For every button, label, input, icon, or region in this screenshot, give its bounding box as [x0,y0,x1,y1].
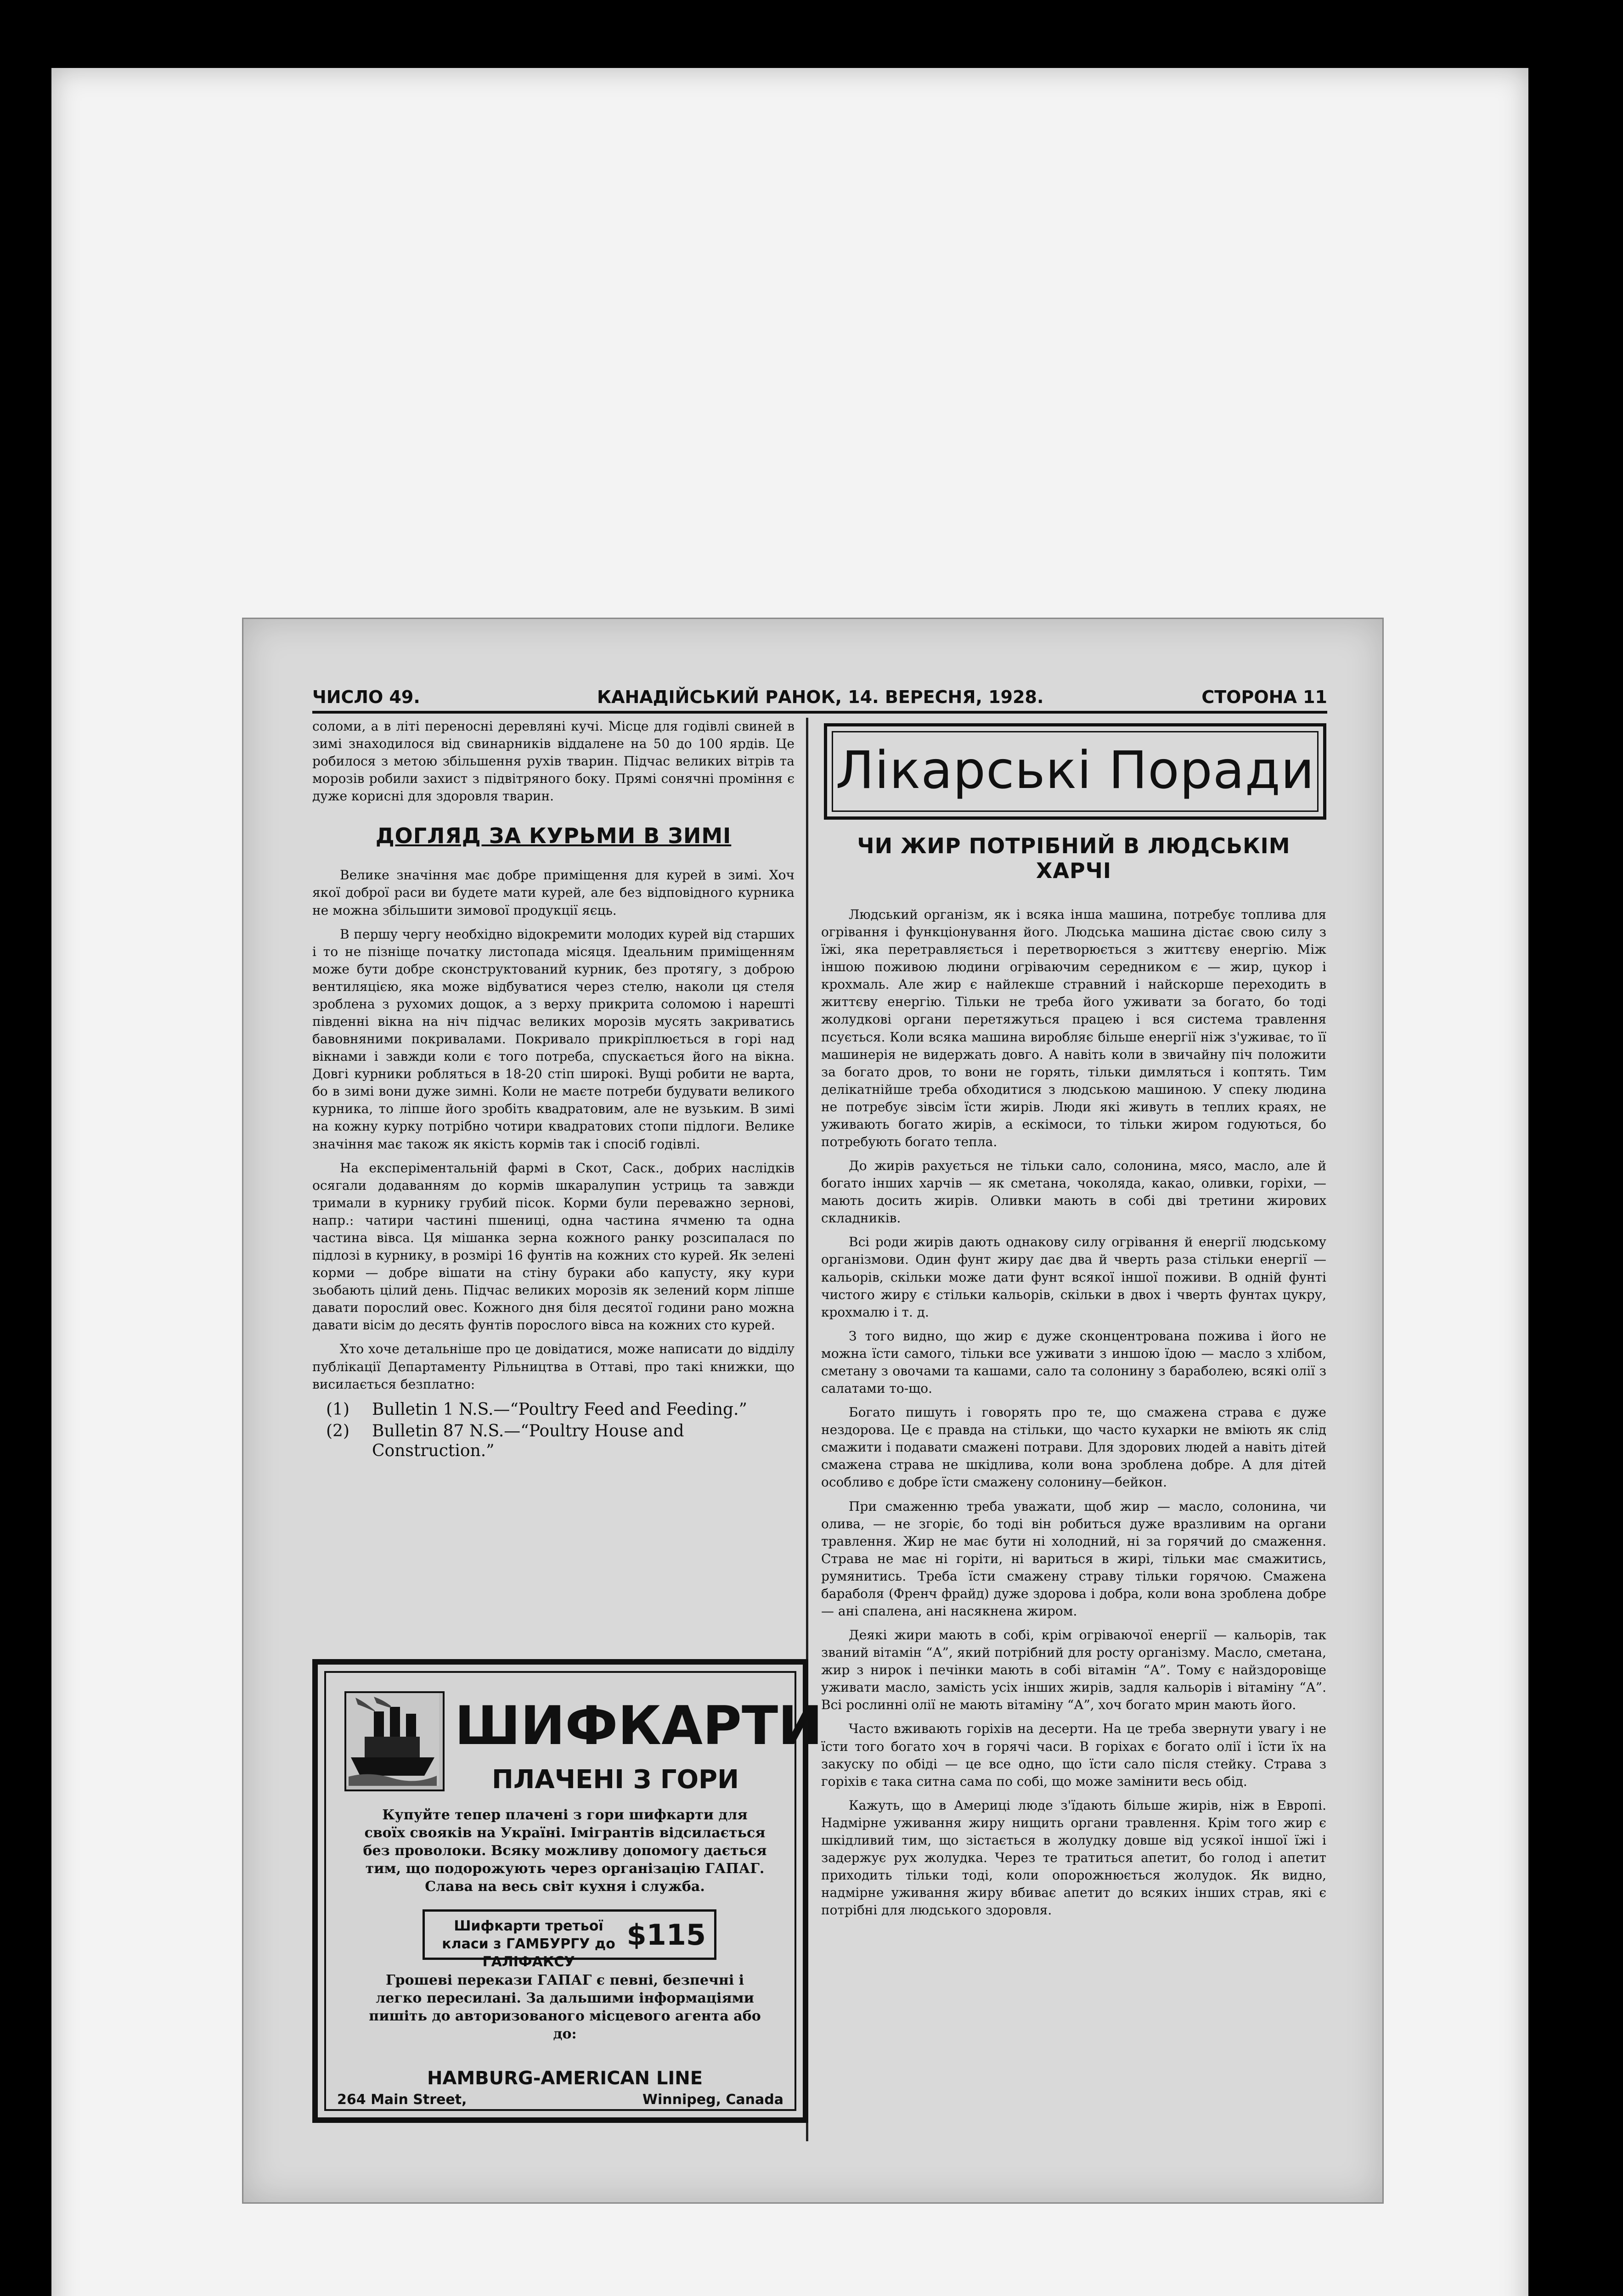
article-paragraph: Деякі жири мають в собі, крім огріваючої енергії — кальорів, так званий вітамін “А”, який потрібний для росту організму. Масло, сметана, жир з нирок і печінки мають в собі вітамін “А”. Тому є найздоровіще уживати масло, замість усіх інших жирів, задля кальорів і вітаміну “А”. Всі рослинні олії не мають вітаміну “А”, хоч богато мрин мають його. [821,1627,1326,1713]
company-city: Winnipeg, Canada [642,2092,783,2108]
ship-icon [346,1693,439,1786]
page-header [312,683,1327,714]
article-paragraph: Хто хоче детальніше про це довідатися, може написати до відділу публікації Департаменту Рільництва в Оттаві, про такі книжки, що висилається безплатно: [312,1341,795,1392]
right-column [821,718,1326,1925]
bulletin-text: Bulletin 87 N.S.—“Poultry House and Construction.” [372,1421,684,1461]
ship-illustration [344,1691,445,1791]
article-paragraph: Всі роди жирів дають однакову силу огрівання й енергії людському організмови. Один фунт жиру дає два й чверть раза стільки енергії — кальорів, скільки може дати фунт всякої іншої поживи. В одній фунті чистого жиру є стільки кальорів, скільки в двох і чверть фунтах цукру, крохмалю і т. д. [821,1234,1326,1320]
company-name: HAMBURG-AMERICAN LINE [427,2068,703,2089]
article-title-fat: ЧИ ЖИР ПОТРІБНИЙ В ЛЮДСЬКІМ ХАРЧІ [857,833,1291,883]
article-title-poultry: ДОГЛЯД ЗА КУРЬМИ В ЗИМІ [375,823,732,849]
bulletin-item [312,1400,795,1419]
newspaper-page [243,619,1382,2202]
ad-body-text: Купуйте тепер плачені з гори шифкарти для своїх свояків на Україні. Імігрантів відсилається без проволоки. Всяку можливу допомогу дається тим, що подорожують через організацію ГАПАГ. Слава на весь світ кухня і служба. [363,1807,767,1895]
bulletin-item [312,1421,795,1461]
article-paragraph: На експеріментальній фармі в Скот, Саск., добрих наслідків осягали додаванням до кормів шкаралупин устриць та завжди тримали в курнику грубий пісок. Корми були переважно зернові, напр.: чатири частині пшениці, одна частина ячменю та одна частина вівса. Ця мішанка зерна кожного ранку розсипалася по підлозі в курнику, в розмірі 16 фунтів на кожних сто курей. Як зелені корми — добре вішати на стіну бураки або капусту, яку кури зьобають цілий день. Підчас великих морозів як зелений корм ліпше давати порослий овес. Кожного дня біля десятої години рано можна давати вісім до десять фунтів порослого вівса на кожних сто курей. [312,1160,795,1333]
ad-inner-border [324,1671,823,2111]
masthead-title: Лікарські Поради [832,731,1319,812]
article-paragraph: Кажуть, що в Америці люде з'їдають більше жирів, ніж в Европі. Надмірне уживання жиру нищить органи травлення. Крім того жир є шкідливий тим, що зістається в жолудку довше від усякої іншої їжі і задержує рух жолудка. Через те тратиться апетит, бо голод і апетит приходить тільки тоді, коли опорожнюється жолудок. Як видно, надмірне уживання жиру вбиває апетит до всяких інших страв, які є потрібні для людського здоровля. [821,1797,1326,1918]
ticket-price: $115 [626,1918,706,1952]
article-paragraph: Людський організм, як і всяка інша машина, потребує топлива для огрівання і функціонування його. Людська машина дістає свою силу з їжі, яка перетравляється і перетворюється з життєву енергію. Між іншою поживою людини огріваючим середником є — жир, цукор і крохмаль. Але жир є найлекше стравний і найскорше переходить в життєву енергію. Тільки не треба його уживати за богато, бо тоді жолудкові органи перетяжуться працею і вся система травлення псується. Коли всяка машина виробляє більше енергії ніж з'уживає, то її машинерія не видержать довго. А навіть коли в звичайну піч положити за богато дров, то вони не горять, тільки димляться і коптять. Тим делікатнійше треба обходитися з людською машиною. У спеку людина не потребує зівсім їсти жирів. Люди які живуть в теплих краях, не уживають богато жирів, а ескімоси, то тільки жиром годуються, бо потребують богато тепла. [821,907,1326,1150]
article-paragraph: Богато пишуть і говорять про те, що смажена страва є дуже нездорова. Це є правда на стільки, що часто кухарки не вміють як слід смажити і подавати смажені потрави. Для здорових людей а навіть дітей смажена страва не шкідлива, коли вона зроблена добре. А для дітей особливо є добре їсти смажену солонину—бейкон. [821,1405,1326,1490]
bulletin-number: (1) [326,1400,349,1419]
newspaper-title-date: КАНАДІЙСЬКИЙ РАНОК, 14. ВЕРЕСНЯ, 1928. [597,687,1044,707]
article-paragraph: В першу чергу необхідно відокремити молодих курей від старших і то не пізніще початку листопада місяця. Ідеальним приміщенням може бути добре сконструктований курник, без протягу, з доброю вентиляцією, яка може відбуватися через стелю, наколи ця стеля зроблена з рухомих дощок, а з верху прикрита соломою і нарешті південні вікна на ніч підчас великих морозів мусять закриватись бавовняними покривалами. Покривало прикріплюється в горі над вікнами і завжди коли є того потреба, спускається його на вікна. Довгі курники робляться в 18-20 стіп широкі. Вущі робити не варта, бо в зимі вони дуже зимні. Коли не маєте потреби будувати великого курника, то ліпше його зробіть квадратовим, але не вузьким. В зимі на кожну курку потрібно чотири квадратових стопи підлоги. Велике значіння має також як якість кормів так і спосіб годівлі. [312,926,795,1152]
company-street: 264 Main Street, [337,2092,467,2108]
article-paragraph: З того видно, що жир є дуже сконцентрована пожива і його не можна їсти самого, тільки все уживати з иншою їдою — масло з хлібом, сметану з овочами та кашами, сало та солонину з бараболею, всякі олії з салатами то-що. [821,1328,1326,1396]
issue-number: ЧИСЛО 49. [312,687,420,707]
article-paragraph: При смаженню треба уважати, щоб жир — масло, солонина, чи олива, — не згоріє, бо тоді він робиться дуже вразливим на органи травлення. Жир не має бути ні холодний, ні за горячий до смаження. Страва не має ні горіти, ні вариться в жирі, тільки має смажитись, румянитись. Треба їсти смажену страву тільки горячою. Смажена бараболя (Френч фрайд) дуже здорова і добра, коли вона зроблена добре — ані спалена, ані насякнена жиром. [821,1498,1326,1619]
column-masthead [824,723,1326,820]
ad-body-text-secondary: Грошеві перекази ГАПАГ є певні, безпечні і легко пересилані. За дальшими інформаціями пишіть до авторизованого місцевого агента або до: [369,1972,761,2042]
page-number: СТОРОНА 11 [1201,687,1327,707]
continued-paragraph: соломи, а в літі переносні деревляні кучі. Місце для годівлі свиней в зимі знаходилося від свинарників віддалене на 50 до 100 ярдів. Це робилося з метою збільшення рухів тварин. Підчас великих вітрів та морозів робили захист з підвітряного боку. Прямі сонячні проміння є дуже корисні для здоровля тварин. [312,719,795,804]
article-paragraph: Часто вживають горіхів на десерти. На це треба звернути увагу і не їсти того богато хоч в горячі часи. В горіхах є богато олії і їсти їх на закуску по обіді — це все одно, що їсти сало після стейку. Страва з горіхів є така ситна сама по собі, що може замінити весь обід. [821,1721,1326,1789]
article-paragraph: Велике значіння має добре приміщення для курей в зимі. Хоч якої доброї раси ви будете мати курей, але без відповідного курника не можна збільшити зимової продукції яєць. [312,867,795,918]
bulletin-number: (2) [326,1421,349,1441]
article-paragraph: До жирів рахується не тільки сало, солонина, мясо, масло, але й богато інших харчів — як сметана, чоколяда, какао, оливки, горіхи, — мають досить жирів. Оливки мають в собі дві третини жирових складників. [821,1158,1326,1226]
bulletin-text: Bulletin 1 N.S.—“Poultry Feed and Feeding.” [372,1400,747,1419]
ad-subtitle: ПЛАЧЕНІ З ГОРИ [492,1765,739,1795]
shipping-advertisement [312,1659,823,2123]
price-box [423,1909,716,1970]
ad-title: ШИФКАРТИ [455,1695,823,1757]
left-column [312,718,795,1463]
price-label: Шифкарти третьої класи з ГАМБУРГУ до ГАЛІФАКСУ [442,1918,615,1970]
